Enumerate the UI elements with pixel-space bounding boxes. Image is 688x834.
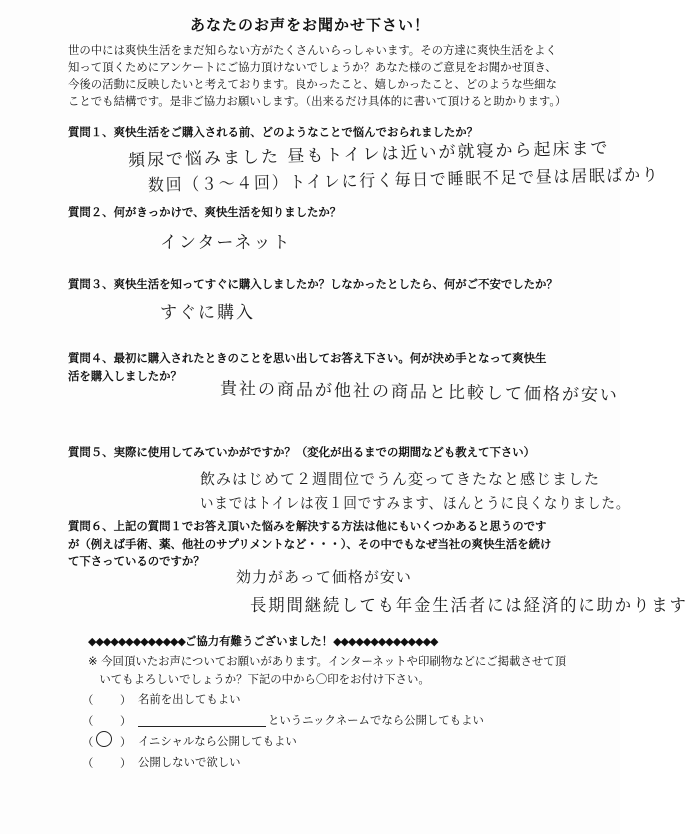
- thanks-banner: [88, 633, 608, 649]
- nickname-blank-field[interactable]: [138, 714, 266, 727]
- handwritten-answer-3: すぐに購入: [160, 303, 255, 323]
- intro-paragraph: [68, 42, 608, 110]
- question-text: 質問３、爽快生活を知ってすぐに購入しましたか？しなかったとしたら、何がご不安でしたか？: [68, 277, 558, 291]
- option-checkbox[interactable]: （ ）: [82, 756, 132, 770]
- option-label: 名前を出してもよい: [138, 692, 241, 706]
- diamond-divider-left: ◆◆◆◆◆◆◆◆◆◆◆◆◆: [88, 635, 185, 648]
- question-5: [68, 444, 613, 462]
- option-label: というニックネームでなら公開してもよい: [268, 713, 484, 727]
- handwritten-answer-1a: 頻尿で悩みました 昼もトイレは近いが就寝から起床まで: [127, 138, 610, 171]
- option-checkbox[interactable]: （ ）: [82, 693, 132, 707]
- question-text: 質問５、実際に使用してみていかがですか？（変化が出るまでの期間なども教えて下さい）: [68, 445, 536, 459]
- question-text: が（例えば手術、薬、他社のサプリメントなど・・・）、その中でもなぜ当社の爽快生活を続け: [68, 536, 552, 551]
- circle-mark-icon: [96, 731, 112, 747]
- question-text: 質問２、何がきっかけで、爽快生活を知りましたか？: [68, 205, 342, 219]
- handwritten-answer-5b: いまではトイレは夜１回ですみます、ほんとうに良くなりました。: [200, 494, 631, 512]
- question-text: て下さっているのですか？: [68, 554, 205, 568]
- option-no-publish[interactable]: [82, 754, 241, 770]
- handwritten-answer-6a: 効力があって価格が安い: [236, 568, 412, 586]
- handwritten-answer-6b: 長期間継続しても年金生活者には経済的に助かります: [250, 596, 688, 616]
- question-text: 質問６、上記の質問１でお答え頂いた悩みを解決する方法は他にもいくつかあると思うのです: [68, 519, 547, 533]
- intro-line: 知って頂くためにアンケートにご協力頂けないでしょうか？あなた様のご意見をお聞かせ頂き、: [68, 60, 557, 74]
- option-label: 公開しないで欲しい: [138, 755, 241, 769]
- intro-line: ことでも結構です。是非ご協力お願いします。（出来るだけ具体的に書いて頂けると助かります。）: [68, 94, 567, 108]
- question-text: 質問４、最初に購入されたときのことを思い出してお答え下さい。何が決め手となって爽快生: [68, 351, 547, 365]
- question-2: [68, 204, 613, 222]
- handwritten-answer-5a: 飲みはじめて２週間位でうん変ってきたなと感じました: [200, 470, 601, 488]
- handwritten-answer-1b: 数回（３〜４回）トイレに行く毎日で睡眠不足で昼は居眠ばかり: [147, 165, 660, 196]
- diamond-divider-right: ◆◆◆◆◆◆◆◆◆◆◆◆◆◆: [333, 635, 438, 648]
- option-label: イニシャルなら公開してもよい: [138, 734, 297, 748]
- option-checkbox[interactable]: （ ）: [82, 734, 124, 748]
- request-line: いてもよろしいでしょうか？下記の中から〇印をお付け下さい。: [88, 672, 430, 686]
- handwritten-answer-4: 貴社の商品が他社の商品と比較して価格が安い: [219, 379, 620, 406]
- question-3: [68, 276, 613, 294]
- option-nickname-ok[interactable]: [82, 712, 484, 728]
- handwritten-answer-2: インターネット: [160, 233, 292, 253]
- option-name-ok[interactable]: [82, 691, 241, 707]
- intro-line: 今後の活動に反映したいと考えております。良かったこと、嬉しかったこと、どのような些細な: [68, 77, 557, 91]
- intro-line: 世の中には爽快生活をまだ知らない方がたくさんいらっしゃいます。その方達に爽快生活をよく: [68, 43, 557, 57]
- page-title: あなたのお声をお聞かせ下さい！: [189, 16, 430, 34]
- thanks-text: ご協力有難うございました！: [184, 634, 334, 648]
- option-initials-ok[interactable]: [82, 733, 297, 749]
- option-checkbox[interactable]: （ ）: [82, 714, 132, 728]
- publication-request: [88, 652, 608, 688]
- question-text: 質問１、爽快生活をご購入される前、どのようなことで悩んでおられましたか？: [68, 125, 479, 139]
- question-6: [68, 518, 613, 571]
- request-line: ※ 今回頂いたお声についてお願いがあります。インターネットや印刷物などにご掲載させて頂: [88, 654, 567, 668]
- question-text: 活を購入しましたか？: [68, 368, 182, 383]
